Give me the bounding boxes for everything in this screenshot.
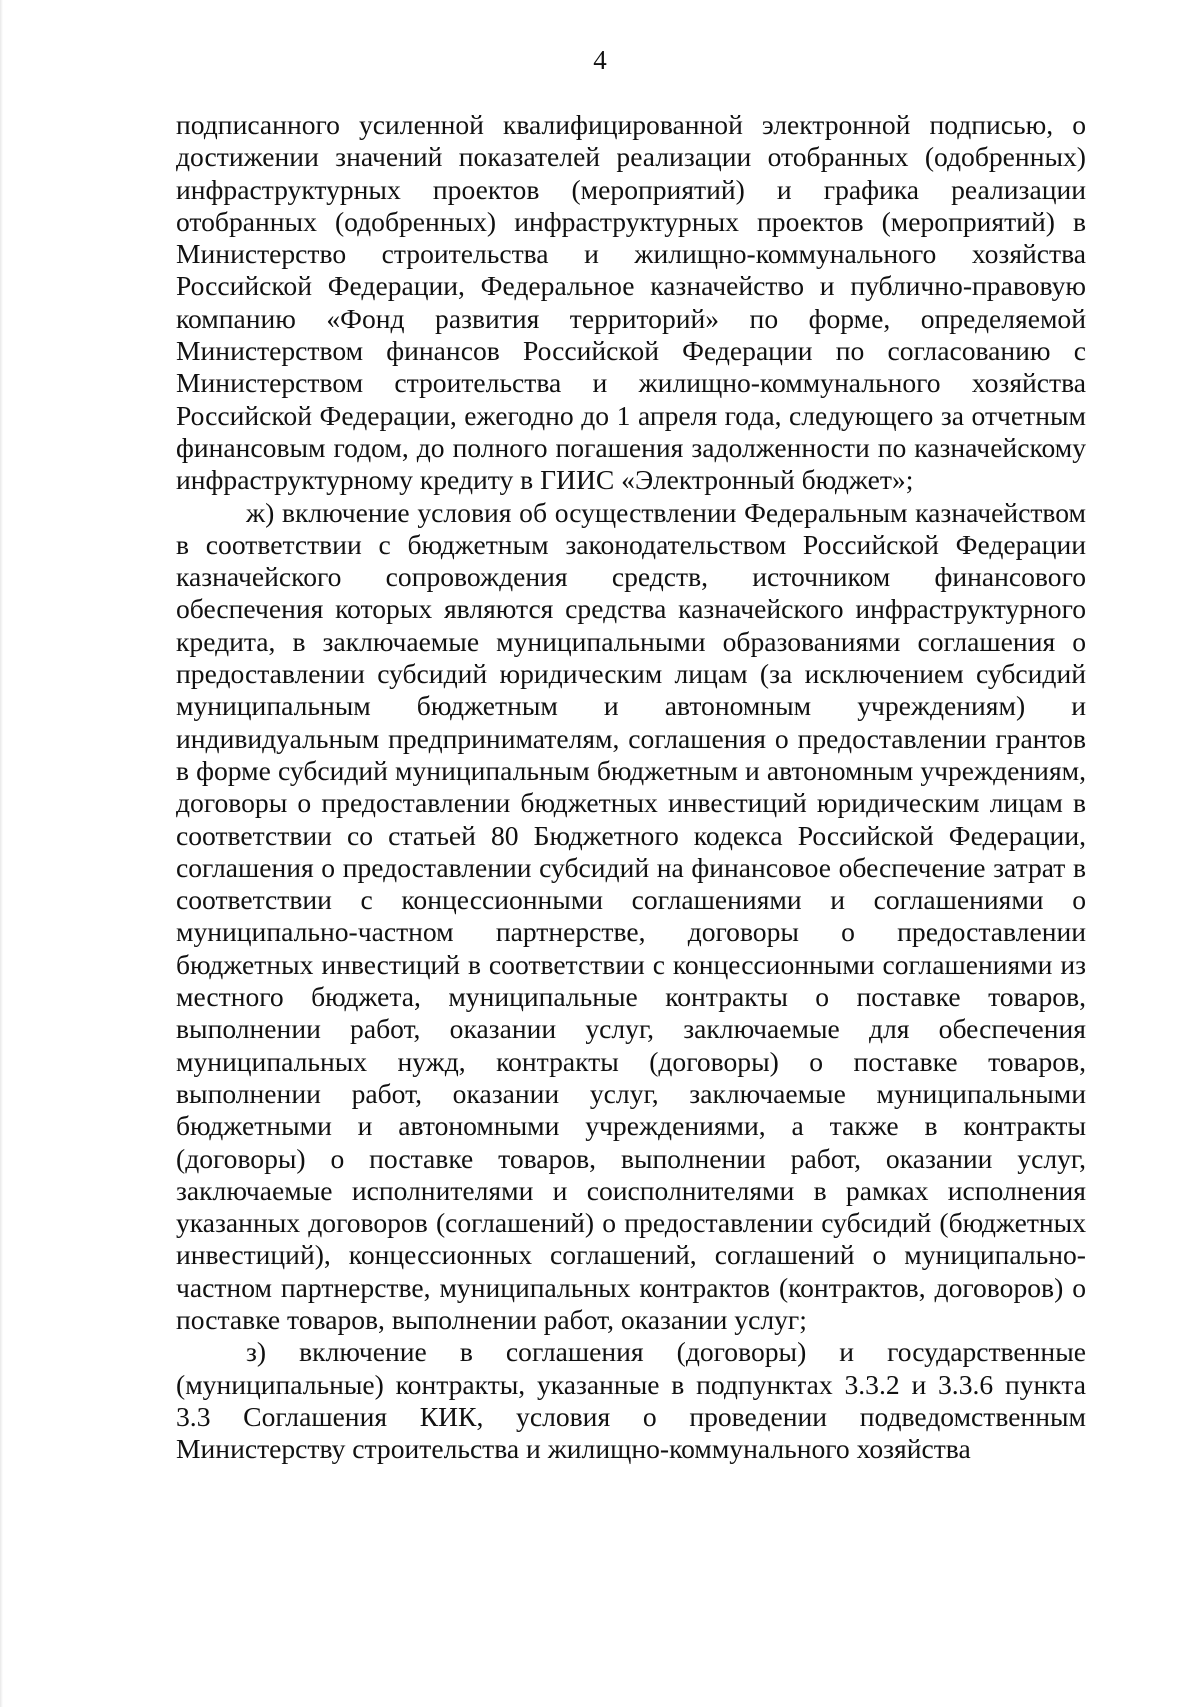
scan-edge [0,0,3,1707]
paragraph-subitem-zh: ж) включение условия об осуществлении Федеральным казначейством в соответствии с бюджетным законодательством Российской Федерации казначейского сопровождения средств, источником финансового обеспечения которых являются средства казначейского инфраструктурного кредита, в заключаемые муниципальными образованиями соглашения о предоставлении субсидий юридическим лицам (за исключением субсидий муниципальным бюджетным и автономным учреждениям) и индивидуальным предпринимателям, соглашения о предоставлении грантов в форме субсидий муниципальным бюджетным и автономным учреждениям, договоры о предоставлении бюджетных инвестиций юридическим лицам в соответствии со статьей 80 Бюджетного кодекса Российской Федерации, соглашения о предоставлении субсидий на финансовое обеспечение затрат в соответствии с концессионными соглашениями и соглашениями о муниципально-частном партнерстве, договоры о предоставлении бюджетных инвестиций в соответствии с концессионными соглашениями из местного бюджета, муниципальные контракты о поставке товаров, выполнении работ, оказании услуг, заключаемые для обеспечения муниципальных нужд, контракты (договоры) о поставке товаров, выполнении работ, оказании услуг, заключаемые муниципальными бюджетными и автономными учреждениями, а также в контракты (договоры) о поставке товаров, выполнении работ, оказании услуг, заключаемые исполнителями и соисполнителями в рамках исполнения указанных договоров (соглашений) о предоставлении субсидий (бюджетных инвестиций), концессионных соглашений, соглашений о муниципально-частном партнерстве, муниципальных контрактов (контрактов, договоров) о поставке товаров, выполнении работ, оказании услуг; [176,496,1086,1335]
document-body [176,109,1086,1465]
paragraph-continuation: подписанного усиленной квалифицированной электронной подписью, о достижении значений показателей реализации отобранных (одобренных) инфраструктурных проектов (мероприятий) и графика реализации отобранных (одобренных) инфраструктурных проектов (мероприятий) в Министерство строительства и жилищно-коммунального хозяйства Российской Федерации, Федеральное казначейство и публично-правовую компанию «Фонд развития территорий» по форме, определяемой Министерством финансов Российской Федерации по согласованию с Министерством строительства и жилищно-коммунального хозяйства Российской Федерации, ежегодно до 1 апреля года, следующего за отчетным финансовым годом, до полного погашения задолженности по казначейскому инфраструктурному кредиту в ГИИС «Электронный бюджет»; [176,109,1086,496]
paragraph-subitem-z: з) включение в соглашения (договоры) и государственные (муниципальные) контракты, указанные в подпунктах 3.3.2 и 3.3.6 пункта 3.3 Соглашения КИК, условия о проведении подведомственным Министерству строительства и жилищно-коммунального хозяйства [176,1336,1086,1465]
page-number: 4 [593,45,607,75]
